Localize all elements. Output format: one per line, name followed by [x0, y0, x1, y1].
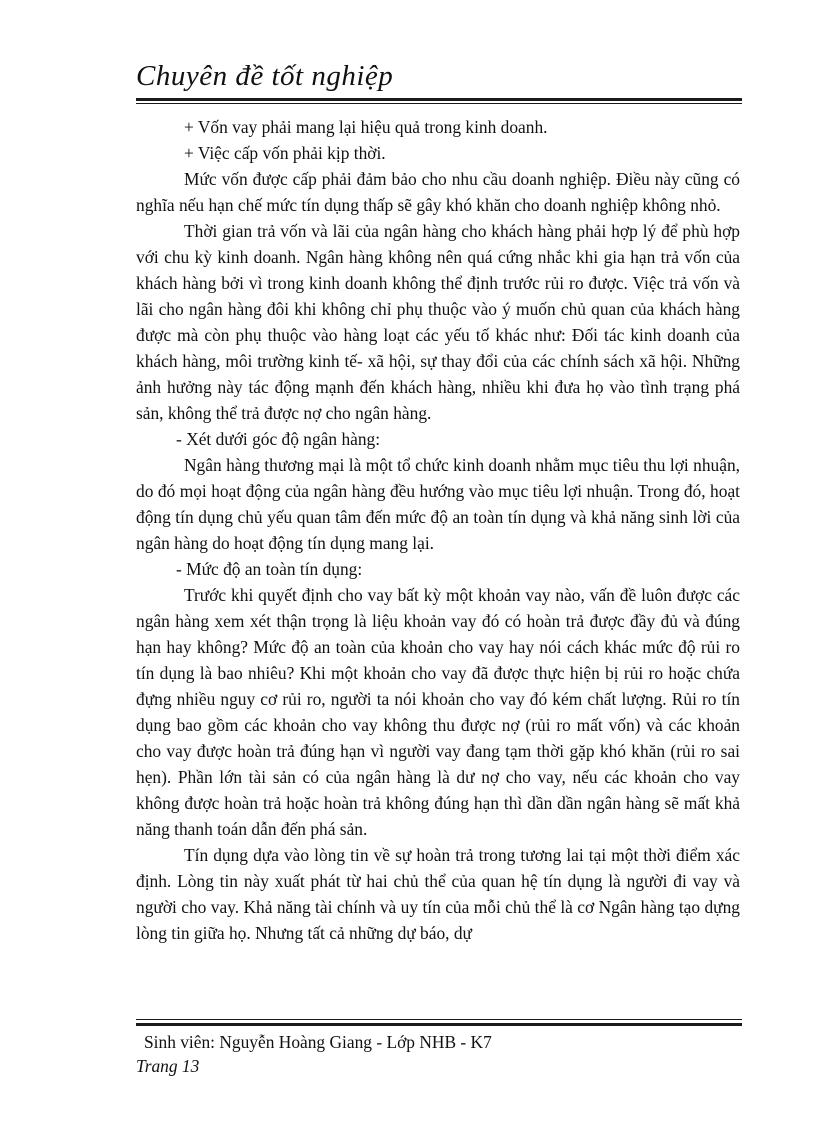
paragraph-bullet-1: + Vốn vay phải mang lại hiệu quả trong kinh doanh.	[184, 117, 548, 137]
paragraph-credit-safety-heading: - Mức độ an toàn tín dụng:	[176, 559, 363, 579]
page-header-title: Chuyên đề tốt nghiệp	[136, 60, 394, 92]
document-body	[136, 114, 740, 946]
paragraph-bullet-2: + Việc cấp vốn phải kịp thời.	[184, 143, 386, 163]
footer-rule-thick	[136, 1023, 742, 1026]
header-rule-thick	[136, 98, 742, 101]
header-rule-thin	[136, 103, 742, 104]
paragraph-credit-safety: Trước khi quyết định cho vay bất kỳ một khoản vay nào, vấn đề luôn được các ngân hàng xem xét thận trọng là liệu khoản vay đó có hoàn trả được đầy đủ và đúng hạn hay không? Mức độ an toàn của khoản cho vay hay nói cách khác mức độ rủi ro tín dụng là bao nhiêu? Khi một khoản cho vay đã được thực hiện bị rủi ro hoặc chứa đựng nhiều nguy cơ rủi ro, người ta nói khoản cho vay đó kém chất lượng. Rủi ro tín dụng bao gồm các khoản cho vay không thu được nợ (rủi ro mất vốn) và các khoản cho vay được hoàn trả đúng hạn vì người vay đang tạm thời gặp khó khăn (rủi ro sai hẹn). Phần lớn tài sản có của ngân hàng là dư nợ cho vay, nếu các khoản cho vay không được hoàn trả hoặc hoàn trả không đúng hạn thì dần dần ngân hàng sẽ mất khả năng thanh toán dẫn đến phá sản.	[136, 585, 740, 839]
paragraph-bank-perspective-heading: - Xét dưới góc độ ngân hàng:	[176, 429, 381, 449]
paragraph-credit-trust: Tín dụng dựa vào lòng tin về sự hoàn trả trong tương lai tại một thời điểm xác định. Lòng tin này xuất phát từ hai chủ thể của quan hệ tín dụng là người đi vay và người cho vay. Khả năng tài chính và uy tín của mỗi chủ thể là cơ Ngân hàng tạo dựng lòng tin giữa họ. Nhưng tất cả những dự báo, dự	[136, 845, 740, 943]
footer-rule-thin	[136, 1019, 742, 1020]
paragraph-commercial-bank: Ngân hàng thương mại là một tổ chức kinh doanh nhằm mục tiêu thu lợi nhuận, do đó mọi hoạt động của ngân hàng đều hướng vào mục tiêu lợi nhuận. Trong đó, hoạt động tín dụng chủ yếu quan tâm đến mức độ an toàn tín dụng và khả năng sinh lời của ngân hàng do hoạt động tín dụng mang lại.	[136, 455, 740, 553]
footer-student-info: Sinh viên: Nguyễn Hoàng Giang - Lớp NHB - K7	[144, 1032, 492, 1052]
paragraph-repayment-time: Thời gian trả vốn và lãi của ngân hàng cho khách hàng phải hợp lý để phù hợp với chu kỳ kinh doanh. Ngân hàng không nên quá cứng nhắc khi gia hạn trả vốn của khách hàng bởi vì trong kinh doanh không thể định trước rủi ro được. Việc trả vốn và lãi cho ngân hàng đôi khi không chỉ phụ thuộc vào ý muốn chủ quan của khách hàng được mà còn phụ thuộc vào hàng loạt các yếu tố khác như: Đối tác kinh doanh của khách hàng, môi trường kinh tế- xã hội, sự thay đổi của các chính sách xã hội. Những ảnh hưởng này tác động mạnh đến khách hàng, nhiều khi đưa họ vào tình trạng phá sản, không thể trả được nợ cho ngân hàng.	[136, 221, 740, 423]
footer-page-number: Trang 13	[136, 1056, 200, 1076]
paragraph-loan-level: Mức vốn được cấp phải đảm bảo cho nhu cầu doanh nghiệp. Điều này cũng có nghĩa nếu hạn chế mức tín dụng thấp sẽ gây khó khăn cho doanh nghiệp không nhỏ.	[136, 169, 740, 215]
